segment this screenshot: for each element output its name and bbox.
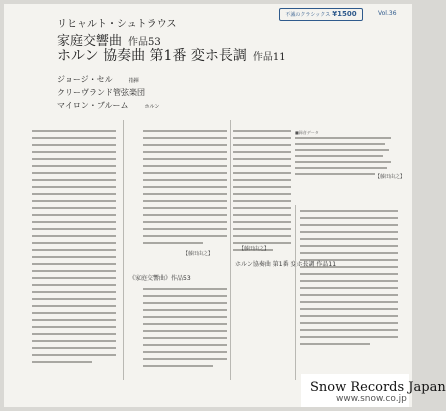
recording-data-heading: ■録音データ — [295, 130, 319, 135]
column-divider — [123, 120, 124, 380]
column-1-text — [32, 130, 116, 380]
column-divider — [295, 205, 296, 380]
section-heading-concerto: ホルン協奏曲 第1番 変ホ長調 作品11 — [235, 261, 337, 268]
recording-data-block — [295, 137, 393, 197]
work-title-2: ホルン 協奏曲 第1番 変ホ長調 — [57, 48, 247, 64]
author-credit-3: 【藤田由之】 — [239, 246, 270, 252]
author-credit-2: 【藤田由之】 — [375, 174, 406, 180]
composer-name: リヒャルト・シュトラウス — [57, 19, 177, 30]
column-4-text — [300, 210, 398, 370]
work-opus-1: 作品53 — [128, 37, 161, 48]
work-title-1: 家庭交響曲 — [57, 34, 123, 49]
volume-number: Vol.36 — [378, 10, 397, 17]
performer-conductor: ジョージ・セル 指揮 — [57, 75, 139, 84]
performer-orchestra: クリーヴランド管弦楽団 — [57, 88, 145, 97]
watermark-title: Snow Records Japan — [310, 380, 446, 395]
performer-soloist: マイロン・ブルーム ホルン — [57, 101, 160, 110]
work-opus-2: 作品11 — [252, 52, 286, 63]
author-credit-1: 【藤田由之】 — [183, 251, 214, 257]
series-badge: 不滅のクラシックス ¥1500 — [279, 8, 363, 21]
section-heading-symphony: 《家庭交響曲》作品53 — [129, 275, 191, 282]
watermark-url: www.snow.co.jp — [336, 394, 407, 404]
work-title-concerto — [57, 45, 286, 65]
column-3-text — [233, 130, 291, 380]
column-divider — [230, 120, 231, 380]
